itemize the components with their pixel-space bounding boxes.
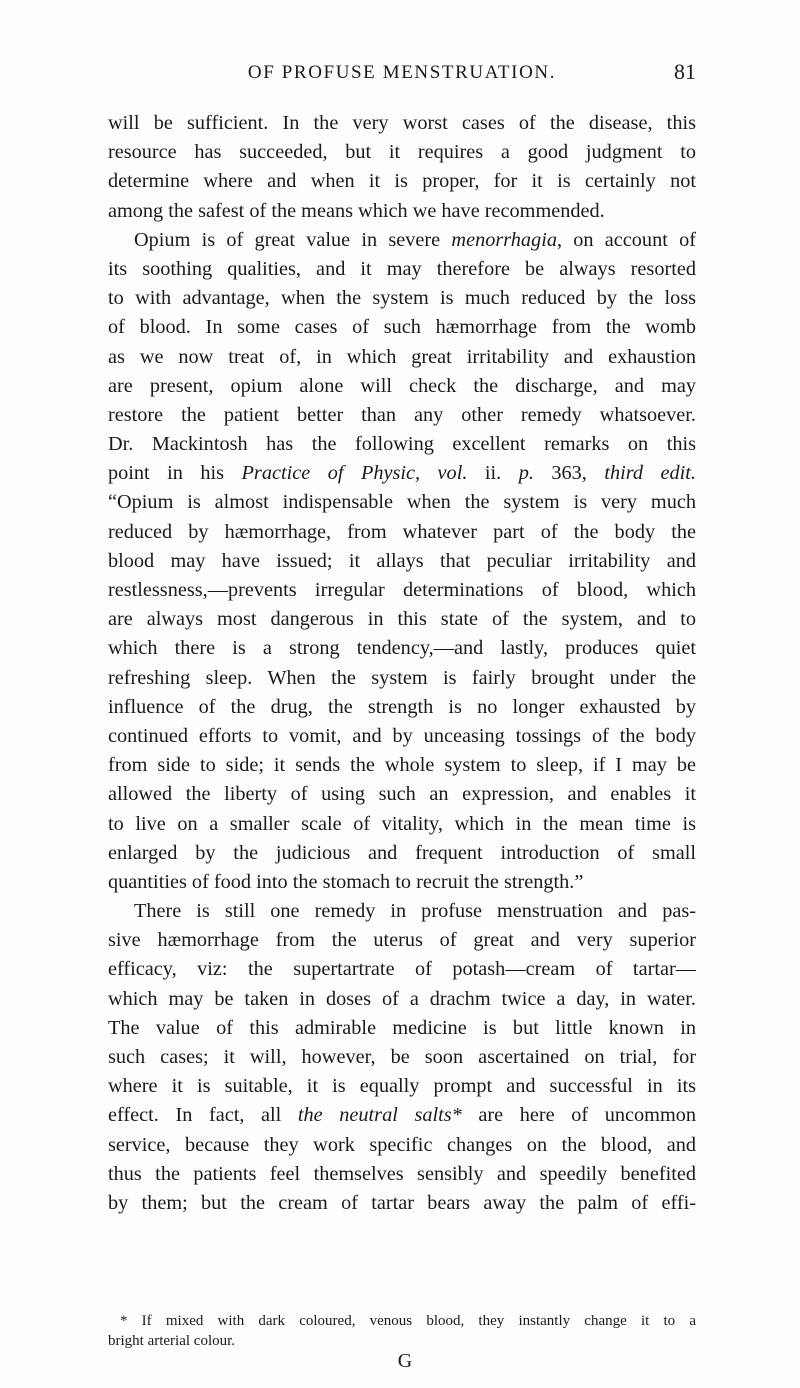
text-line: of blood. In some cases of such hæmorrhage from the womb [108, 316, 696, 339]
text-run: are here of uncommon [461, 1104, 696, 1127]
text-line: thus the patients feel themselves sensibly and speedily benefited [108, 1162, 696, 1185]
text-line: allowed the liberty of using such an expression, and enables it [108, 783, 696, 806]
text-run: , on account of [556, 228, 696, 251]
text-run: point in his [108, 462, 242, 485]
footnote [108, 1311, 696, 1351]
text-line: Dr. Mackintosh has the following excellent remarks on this [108, 433, 696, 456]
running-head [108, 59, 696, 90]
text-line: will be sufficient. In the very worst cases of the disease, this [108, 112, 696, 134]
italic-citation: Practice of Physic, vol. [241, 462, 468, 485]
text-run: effect. In fact, all [108, 1104, 298, 1127]
text-line: There is still one remedy in profuse menstruation and pas- [134, 900, 696, 923]
text-line: where it is suitable, it is equally prompt and successful in its [108, 1075, 696, 1098]
text-line: restore the patient better than any other remedy whatsoever. [108, 403, 696, 426]
text-line: to live on a smaller scale of vitality, which in the mean time is [108, 812, 696, 835]
text-line: which there is a strong tendency,—and lastly, produces quiet [108, 637, 696, 660]
text-line: among the safest of the means which we have recommended. [108, 199, 605, 222]
text-line: restlessness,—prevents irregular determinations of blood, which [108, 579, 696, 601]
text-line: efficacy, viz: the supertartrate of potash—cream of tartar— [108, 958, 696, 981]
text-run: 363, [533, 462, 605, 485]
text-line: its soothing qualities, and it may therefore be always resorted [108, 257, 696, 280]
text-line [108, 1101, 696, 1130]
italic-citation: third edit. [604, 462, 696, 485]
page-number: 81 [674, 59, 696, 84]
italic-term: menorrhagia [451, 228, 557, 251]
text-line: quantities of food into the stomach to recruit the strength.” [108, 870, 584, 893]
text-run: ii. [467, 462, 519, 485]
text-line: are always most dangerous in this state of the system, and to [108, 608, 696, 631]
italic-term: the neutral salts* [297, 1104, 462, 1127]
text-line: The value of this admirable medicine is but little known in [108, 1016, 696, 1039]
text-line: by them; but the cream of tartar bears away the palm of effi- [108, 1191, 696, 1214]
text-line: refreshing sleep. When the system is fairly brought under the [108, 666, 696, 689]
text-line: to with advantage, when the system is much reduced by the loss [108, 287, 696, 310]
text-line: reduced by hæmorrhage, from whatever part of the body the [108, 520, 696, 543]
text-line: are present, opium alone will check the discharge, and may [108, 374, 696, 397]
text-line: resource has succeeded, but it requires a good judgment to [108, 141, 696, 164]
text-line: which may be taken in doses of a drachm twice a day, in water. [108, 987, 696, 1010]
text-line [108, 226, 696, 255]
text-line: continued efforts to vomit, and by unceasing tossings of the body [108, 724, 696, 747]
text-line: as we now treat of, in which great irritability and exhaustion [108, 345, 696, 368]
footnote-line: bright arterial colour. [108, 1333, 236, 1349]
text-run: Opium is of great value in severe [134, 228, 452, 251]
text-line: “Opium is almost indispensable when the system is very much [108, 491, 696, 514]
text-line: enlarged by the judicious and frequent introduction of small [108, 841, 696, 864]
text-line: service, because they work specific changes on the blood, and [108, 1133, 696, 1156]
footnote-line: * If mixed with dark coloured, venous blood, they instantly change it to a [120, 1313, 696, 1329]
running-title: OF PROFUSE MENSTRUATION. [247, 62, 557, 83]
text-line: from side to side; it sends the whole system to sleep, if I may be [108, 754, 696, 777]
text-line: such cases; it will, however, be soon ascertained on trial, for [108, 1046, 696, 1068]
text-line [108, 459, 696, 488]
italic-citation: p. [518, 462, 534, 485]
text-line: determine where and when it is proper, for it is certainly not [108, 170, 696, 193]
body-text [108, 109, 696, 1218]
text-line: influence of the drug, the strength is no longer exhausted by [108, 695, 696, 718]
text-line: blood may have issued; it allays that peculiar irritability and [108, 549, 696, 572]
signature-mark: G [397, 1350, 413, 1372]
text-line: sive hæmorrhage from the uterus of great and very superior [108, 929, 696, 952]
